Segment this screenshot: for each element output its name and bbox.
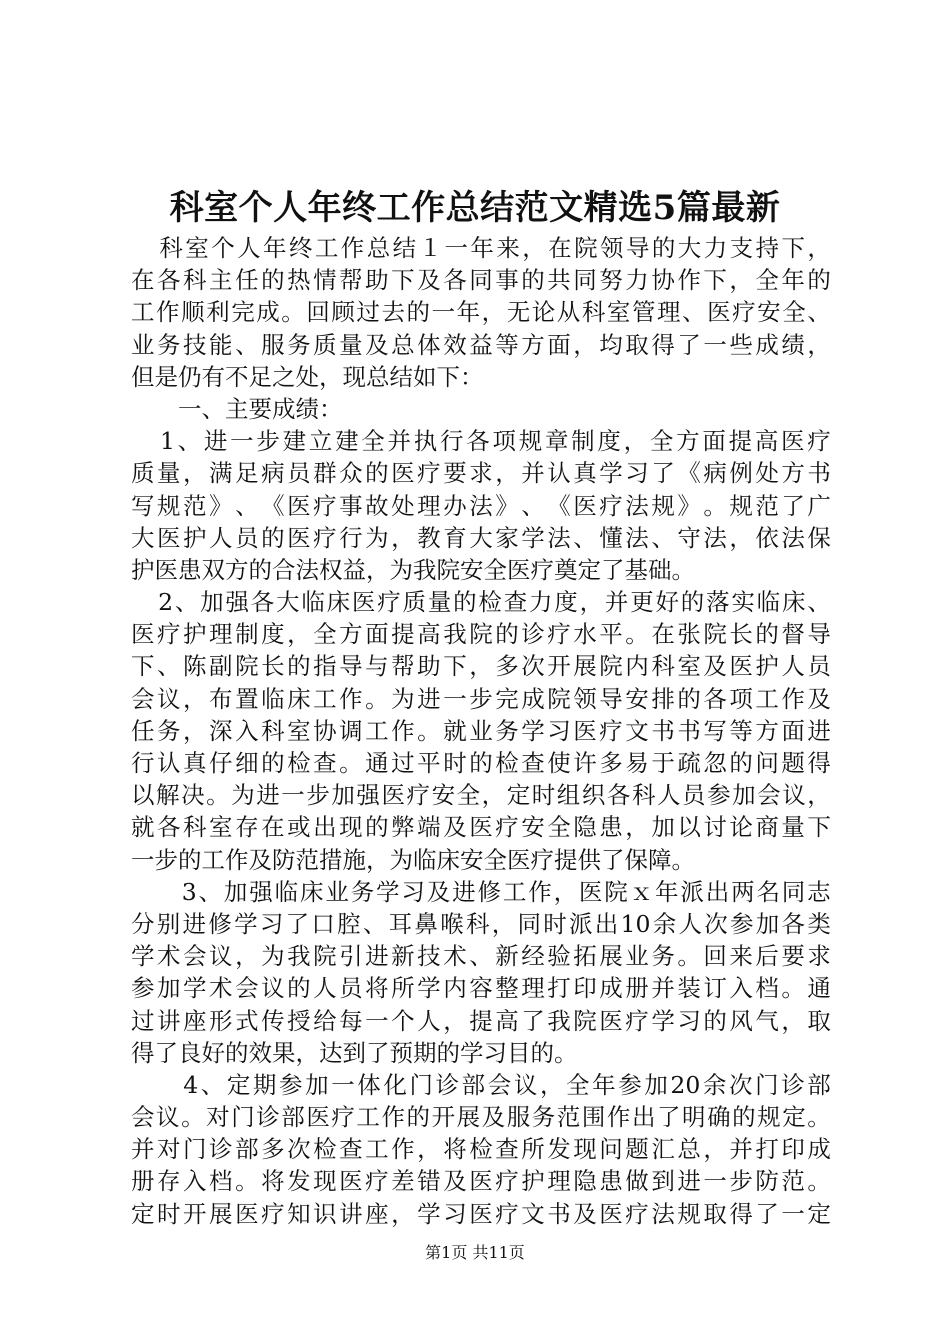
text-line: 护医患双方的合法权益，为我院安全医疗奠定了基础。: [131, 555, 695, 584]
text-line: 写 规 范 》 、 《 医 疗 事 故 处 理 办 法 》 、 《 医 疗 法 规 》 。 规 范 了 广: [131, 491, 831, 520]
text-line: 一步的工作及防范措施，为临床安全医疗提供了保障。: [131, 845, 695, 874]
text-line: 但是仍有不足之处，现总结如下：: [131, 362, 484, 391]
text-line: 科 室 个 人 年 终 工 作 总 结 １ 一 年 来 ， 在 院 领 导 的 大 力 支 持 下 ，: [159, 234, 831, 262]
text-line: 得了良好的效果，达到了预期的学习目的。: [131, 1038, 578, 1067]
text-line: 3 、 加 强 临 床 业 务 学 习 及 进 修 工 作 ， 医 院 ｘ 年 派 出 两 名 同 志: [181, 877, 831, 906]
text-line: 大 医 护 人 员 的 医 疗 行 为 ， 教 育 大 家 学 法 、 懂 法 、 守 法 ， 依 法 保: [131, 523, 831, 552]
text-line: 工 作 顺 利 完 成 。 回 顾 过 去 的 一 年 ， 无 论 从 科 室 管 理 、 医 疗 安 全 、: [131, 298, 831, 327]
text-line: 参 加 学 术 会 议 的 人 员 将 所 学 内 容 整 理 打 印 成 册 并 装 订 入 档 。 通: [131, 974, 831, 1003]
text-line: 下 、 陈 副 院 长 的 指 导 与 帮 助 下 ， 多 次 开 展 院 内 科 室 及 医 护 人 员: [131, 652, 831, 681]
text-line: 学 术 会 议 ， 为 我 院 引 进 新 技 术 、 新 经 验 拓 展 业 务 。 回 来 后 要 求: [131, 942, 831, 971]
document-title: 科室个人年终工作总结范文精选5篇最新: [169, 188, 781, 228]
text-line: 定 时 开 展 医 疗 知 识 讲 座 ， 学 习 医 疗 文 书 及 医 疗 法 规 取 得 了 一 定: [131, 1199, 831, 1228]
text-line: 分 别 进 修 学 习 了 口 腔 、 耳 鼻 喉 科 ， 同 时 派 出 10 余 人 次 参 加 各 类: [131, 909, 831, 938]
text-line: 并 对 门 诊 部 多 次 检 查 工 作 ， 将 检 查 所 发 现 问 题 汇 总 ， 并 打 印 成: [131, 1135, 831, 1164]
text-line: 业 务 技 能 、 服 务 质 量 及 总 体 效 益 等 方 面 ， 均 取 得 了 一 些 成 绩 ，: [131, 330, 831, 359]
text-line: 2 、 加 强 各 大 临 床 医 疗 质 量 的 检 查 力 度 ， 并 更 好 的 落 实 临 床 、: [158, 588, 831, 617]
text-line: 1 、 进 一 步 建 立 建 全 并 执 行 各 项 规 章 制 度 ， 全 方 面 提 高 医 疗: [159, 427, 831, 456]
text-line: 在 各 科 主 任 的 热 情 帮 助 下 及 各 同 事 的 共 同 努 力 协 作 下 ， 全 年 的: [131, 266, 831, 295]
text-line: 医 疗 护 理 制 度 ， 全 方 面 提 高 我 院 的 诊 疗 水 平 。 在 张 院 长 的 督 导: [131, 620, 831, 649]
text-line: 4 、 定 期 参 加 一 体 化 门 诊 部 会 议 ， 全 年 参 加 20 余 次 门 诊 部: [183, 1070, 831, 1099]
text-line: 会 议 。 对 门 诊 部 医 疗 工 作 的 开 展 及 服 务 范 围 作 出 了 明 确 的 规 定 。: [131, 1103, 831, 1132]
text-line: 过 讲 座 形 式 传 授 给 每 一 个 人 ， 提 高 了 我 院 医 疗 学 习 的 风 气 ， 取: [131, 1006, 831, 1035]
text-line: 质 量 ， 满 足 病 员 群 众 的 医 疗 要 求 ， 并 认 真 学 习 了 《 病 例 处 方 书: [131, 459, 831, 488]
text-line: 任 务 ， 深 入 科 室 协 调 工 作 。 就 业 务 学 习 医 疗 文 书 书 写 等 方 面 进: [131, 716, 831, 745]
text-line: 册 存 入 档 。 将 发 现 医 疗 差 错 及 医 疗 护 理 隐 患 做 到 进 一 步 防 范 。: [131, 1167, 831, 1196]
text-line: 一、主要成绩：: [131, 394, 343, 423]
document-body: [131, 232, 831, 1230]
text-line: 会 议 ， 布 置 临 床 工 作 。 为 进 一 步 完 成 院 领 导 安 排 的 各 项 工 作 及: [131, 684, 831, 713]
text-line: 就 各 科 室 存 在 或 出 现 的 弊 端 及 医 疗 安 全 隐 患 ， 加 以 讨 论 商 量 下: [131, 813, 831, 842]
page-footer: 第1页 共11页: [425, 1243, 525, 1262]
text-line: 以 解 决 。 为 进 一 步 加 强 医 疗 安 全 ， 定 时 组 织 各 科 人 员 参 加 会 议 ，: [131, 781, 831, 810]
text-line: 行 认 真 仔 细 的 检 查 。 通 过 平 时 的 检 查 使 许 多 易 于 疏 忽 的 问 题 得: [131, 749, 831, 777]
